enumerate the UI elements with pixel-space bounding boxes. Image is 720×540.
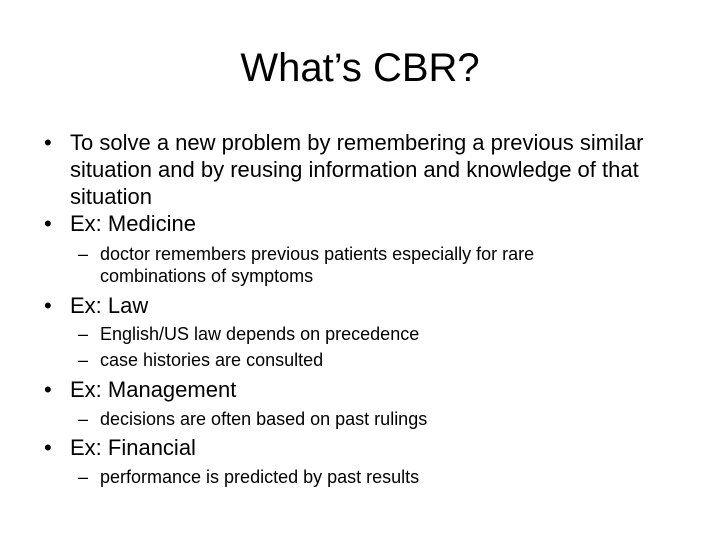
- sub-bullet-item: [78, 466, 638, 488]
- sub-bullet-item: [78, 408, 638, 430]
- bullet-text: Ex: Management: [70, 377, 237, 402]
- bullet-item: [44, 210, 664, 237]
- sub-bullet-text: English/US law depends on precedence: [100, 324, 420, 344]
- bullet-item: [44, 129, 664, 210]
- sub-bullet-text: doctor remembers previous patients especially for rare combinations of symptoms: [100, 244, 535, 286]
- sub-bullet-marker: –: [78, 244, 89, 264]
- sub-bullet-text: performance is predicted by past results: [100, 467, 420, 487]
- sub-bullet-item: [78, 349, 638, 371]
- sub-bullet-item: [78, 323, 638, 345]
- bullet-marker: •: [44, 435, 52, 460]
- bullet-marker: •: [44, 211, 52, 236]
- sub-bullet-item: [78, 243, 638, 287]
- bullet-text: Ex: Financial: [70, 435, 196, 460]
- bullet-text: To solve a new problem by remembering a previous similar situation and by reusing information and knowledge of that situation: [70, 130, 644, 209]
- sub-bullet-text: case histories are consulted: [100, 350, 324, 370]
- sub-bullet-marker: –: [78, 409, 89, 429]
- bullet-item: [44, 292, 664, 319]
- slide-title: What’s CBR?: [240, 46, 480, 90]
- bullet-marker: •: [44, 377, 52, 402]
- sub-bullet-marker: –: [78, 324, 89, 344]
- bullet-text: Ex: Law: [70, 293, 149, 318]
- bullet-text: Ex: Medicine: [70, 211, 196, 236]
- sub-bullet-marker: –: [78, 350, 89, 370]
- bullet-marker: •: [44, 293, 52, 318]
- bullet-item: [44, 376, 664, 403]
- sub-bullet-text: decisions are often based on past rulings: [100, 409, 428, 429]
- sub-bullet-marker: –: [78, 467, 89, 487]
- bullet-marker: •: [44, 130, 52, 155]
- bullet-item: [44, 434, 664, 461]
